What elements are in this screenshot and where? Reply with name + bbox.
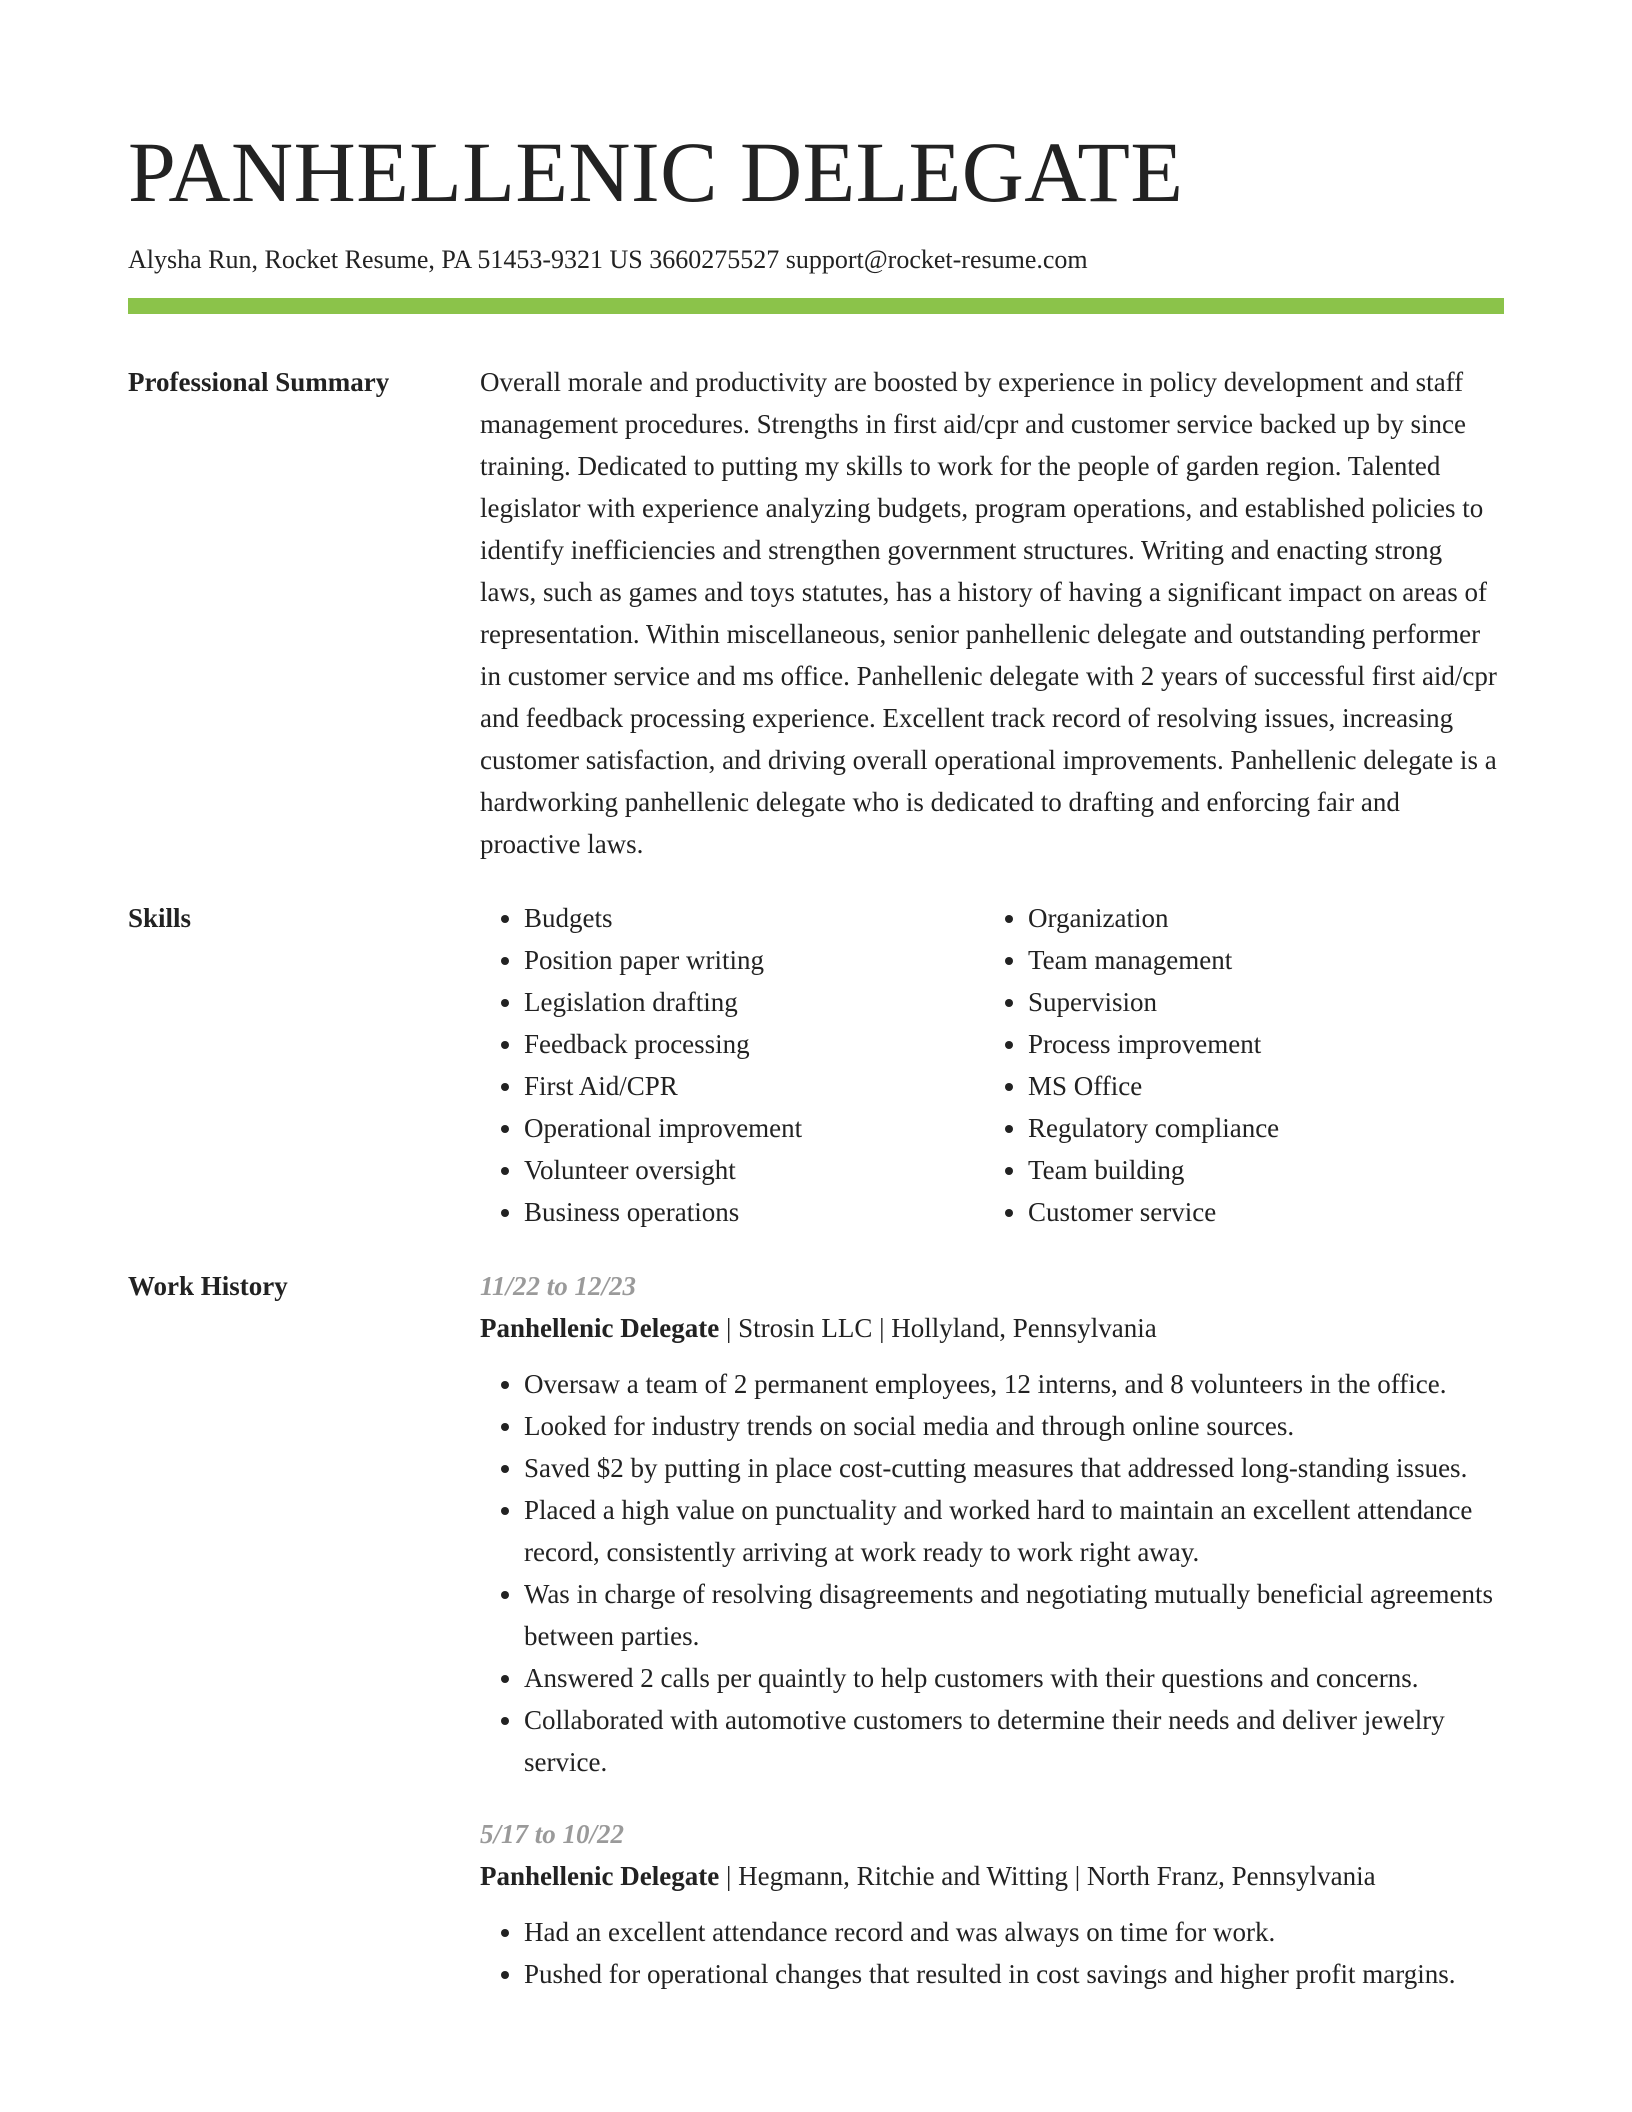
- skill-item: • Organization: [1028, 897, 1488, 939]
- work-history-section: [128, 1265, 1504, 1995]
- work-history-body: [480, 1265, 1504, 1995]
- skill-item: • Feedback processing: [524, 1023, 984, 1065]
- skill-item: • Legislation drafting: [524, 981, 984, 1023]
- job-bullet-item: • Collaborated with automotive customers to determine their needs and deliver jewelry service.: [524, 1699, 1504, 1783]
- resume-page: [128, 0, 1504, 1995]
- job-bullet-item: • Answered 2 calls per quaintly to help customers with their questions and concerns.: [524, 1657, 1504, 1699]
- job-title-line: [480, 1855, 1504, 1897]
- skill-item: • Team building: [1028, 1149, 1488, 1191]
- job-entry: [480, 1265, 1504, 1783]
- job-entry: [480, 1813, 1504, 1995]
- accent-divider: [128, 298, 1504, 314]
- skills-section-title: Skills: [128, 903, 192, 933]
- skill-item: • Position paper writing: [524, 939, 984, 981]
- job-bullet-item: • Oversaw a team of 2 permanent employees, 12 interns, and 8 volunteers in the office.: [524, 1363, 1504, 1405]
- skill-item: • Customer service: [1028, 1191, 1488, 1233]
- summary-section-title: Professional Summary: [128, 367, 390, 397]
- skill-item: • Supervision: [1028, 981, 1488, 1023]
- job-title: Panhellenic Delegate: [480, 1861, 720, 1891]
- job-company-location: | Strosin LLC | Hollyland, Pennsylvania: [719, 1313, 1157, 1343]
- resume-name-heading: PANHELLENIC DELEGATE: [128, 124, 1184, 220]
- job-bullets: [480, 1363, 1504, 1783]
- skill-item: • Regulatory compliance: [1028, 1107, 1488, 1149]
- summary-text: Overall morale and productivity are boosted by experience in policy development and staff management procedures. Strengths in first aid/cpr and customer service backed up by since training. Dedicated to putting my skills to work for the people of garden region. Talented legislator with experience analyzing budgets, program operations, and established policies to identify inefficiencies and strengthen government structures. Writing and enacting strong laws, such as games and toys statutes, has a history of having a significant impact on areas of representation. Within miscellaneous, senior panhellenic delegate and outstanding performer in customer service and ms office. Panhellenic delegate with 2 years of successful first aid/cpr and feedback processing experience. Excellent track record of resolving issues, increasing customer satisfaction, and driving overall operational improvements. Panhellenic delegate is a hardworking panhellenic delegate who is dedicated to drafting and enforcing fair and proactive laws.: [480, 367, 1497, 859]
- job-bullet-item: • Pushed for operational changes that resulted in cost savings and higher profit margins.: [524, 1953, 1504, 1995]
- skill-item: • MS Office: [1028, 1065, 1488, 1107]
- job-bullet-item: • Saved $2 by putting in place cost-cutting measures that addressed long-standing issues.: [524, 1447, 1504, 1489]
- skill-item: • Process improvement: [1028, 1023, 1488, 1065]
- skill-item: • Operational improvement: [524, 1107, 984, 1149]
- job-bullet-item: • Had an excellent attendance record and was always on time for work.: [524, 1911, 1504, 1953]
- job-company-location: | Hegmann, Ritchie and Witting | North Franz, Pennsylvania: [719, 1861, 1376, 1891]
- skills-list-left: [480, 897, 984, 1233]
- job-bullets: [480, 1911, 1504, 1995]
- contact-line: Alysha Run, Rocket Resume, PA 51453-9321 US 3660275527 support@rocket-resume.com: [128, 245, 1088, 274]
- skills-list-right: [984, 897, 1488, 1233]
- skill-item: • Business operations: [524, 1191, 984, 1233]
- skill-item: • Team management: [1028, 939, 1488, 981]
- job-bullet-item: • Placed a high value on punctuality and worked hard to maintain an excellent attendance record, consistently arriving at work ready to work right away.: [524, 1489, 1504, 1573]
- skill-item: • First Aid/CPR: [524, 1065, 984, 1107]
- skills-section: [128, 897, 1504, 1233]
- summary-body: [480, 361, 1504, 865]
- summary-section: [128, 361, 1504, 865]
- skill-item: • Volunteer oversight: [524, 1149, 984, 1191]
- job-dates: 5/17 to 10/22: [480, 1819, 625, 1849]
- work-history-section-title: Work History: [128, 1271, 288, 1301]
- skill-item: • Budgets: [524, 897, 984, 939]
- job-title-line: [480, 1307, 1504, 1349]
- job-dates: 11/22 to 12/23: [480, 1271, 637, 1301]
- job-bullet-item: • Looked for industry trends on social media and through online sources.: [524, 1405, 1504, 1447]
- skills-body: [480, 897, 1504, 1233]
- job-bullet-item: • Was in charge of resolving disagreements and negotiating mutually beneficial agreements between parties.: [524, 1573, 1504, 1657]
- job-title: Panhellenic Delegate: [480, 1313, 720, 1343]
